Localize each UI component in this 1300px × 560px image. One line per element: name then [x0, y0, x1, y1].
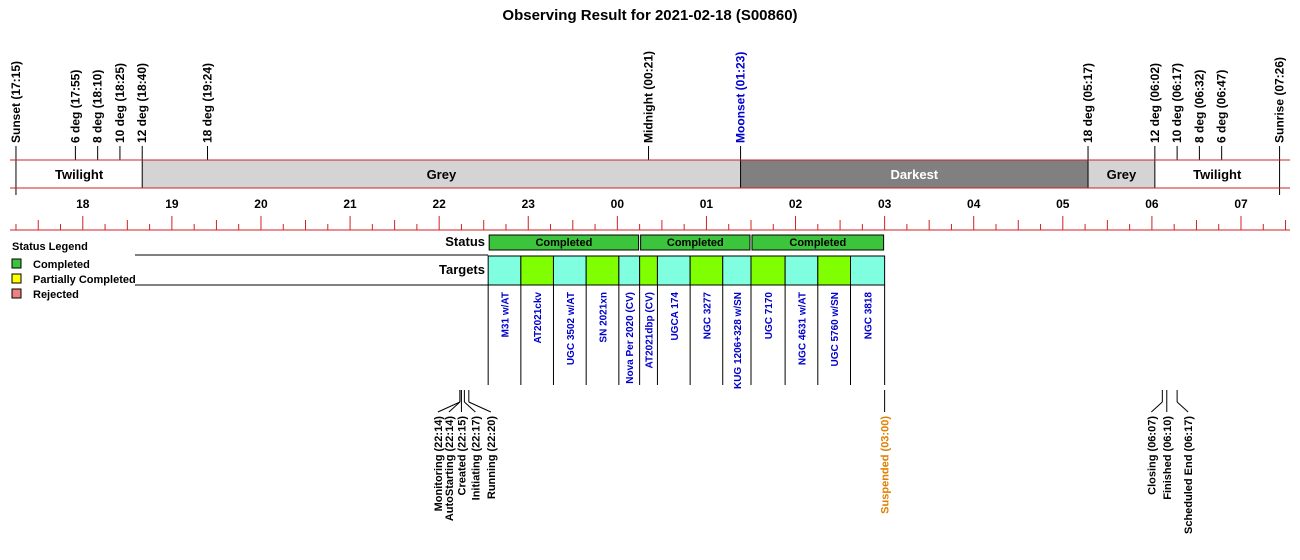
target-name-label: Nova Per 2020 (CV)	[625, 292, 637, 384]
top-event-label: 10 deg (18:25)	[112, 62, 127, 143]
axis-hour-label: 01	[699, 197, 714, 211]
legend-swatch	[12, 274, 21, 283]
legend-swatch	[12, 259, 21, 268]
target-block	[488, 256, 521, 285]
target-block	[751, 256, 785, 285]
top-event-label: 10 deg (06:17)	[1170, 62, 1185, 143]
bottom-event-leader	[449, 402, 460, 412]
axis-hour-label: 02	[788, 197, 803, 211]
target-block	[690, 256, 723, 285]
target-block	[553, 256, 586, 285]
target-block	[723, 256, 751, 285]
target-block	[818, 256, 851, 285]
status-legend	[12, 241, 136, 301]
bottom-event-label: Running (22:20)	[485, 415, 498, 500]
top-event-label: 6 deg (17:55)	[68, 69, 83, 143]
target-name-label: M31 w/AT	[500, 292, 512, 338]
top-event-label: 8 deg (06:32)	[1192, 69, 1207, 143]
hour-axis	[10, 197, 1290, 230]
bottom-event-label: Initiating (22:17)	[470, 416, 483, 501]
target-name-label: NGC 3818	[863, 292, 875, 340]
target-block	[785, 256, 818, 285]
sky-condition-bands	[10, 160, 1290, 195]
bottom-event-leader	[464, 402, 475, 412]
status-row-label: Status	[445, 234, 485, 249]
target-name-label: SN 2021xn	[598, 292, 610, 343]
target-name-label: UGCA 174	[669, 292, 681, 341]
legend-item-label: Completed	[33, 259, 90, 271]
top-event-label: 12 deg (18:40)	[135, 62, 150, 143]
sky-band-label: Darkest	[890, 167, 939, 182]
bottom-event-label: Scheduled End (06:17)	[1183, 416, 1196, 534]
status-block-label: Completed	[666, 237, 724, 249]
axis-hour-label: 05	[1056, 197, 1070, 211]
axis-hour-label: 21	[343, 197, 357, 211]
top-event-label: Moonset (01:23)	[733, 51, 748, 143]
bottom-event-label: AutoStarting (22:14)	[443, 415, 456, 522]
axis-hour-label: 20	[254, 197, 268, 211]
target-name-label: AT2021ckv	[533, 292, 545, 344]
bottom-event-leader	[1177, 402, 1188, 412]
bottom-event-leader	[438, 402, 460, 412]
target-block	[521, 256, 554, 285]
sky-band-label: Grey	[426, 167, 457, 182]
status-block-label: Completed	[789, 237, 847, 249]
sky-band-label: Twilight	[55, 167, 104, 182]
top-event-label: Midnight (00:21)	[641, 51, 656, 143]
target-name-label: UGC 3502 w/AT	[565, 292, 577, 366]
bottom-event-leader	[469, 402, 491, 412]
legend-swatch	[12, 289, 21, 298]
target-block	[851, 256, 885, 285]
sky-band-label: Grey	[1106, 167, 1137, 182]
bottom-event-markers	[433, 390, 1195, 534]
bottom-event-label: Created (22:15)	[456, 416, 469, 496]
status-block-label: Completed	[535, 237, 593, 249]
bottom-event-label: Suspended (03:00)	[879, 416, 892, 514]
target-block	[586, 256, 619, 285]
target-name-label: NGC 3277	[702, 292, 714, 340]
axis-hour-label: 19	[165, 197, 179, 211]
target-block	[657, 256, 690, 285]
sky-band-label: Twilight	[1193, 167, 1242, 182]
top-event-label: 18 deg (05:17)	[1081, 62, 1096, 143]
axis-hour-label: 06	[1145, 197, 1159, 211]
axis-hour-label: 18	[76, 197, 90, 211]
target-blocks	[488, 256, 884, 389]
axis-hour-label: 23	[521, 197, 535, 211]
target-name-label: UGC 5760 w/SN	[830, 292, 842, 367]
legend-title: Status Legend	[12, 241, 88, 253]
axis-hour-label: 22	[432, 197, 446, 211]
top-event-label: Sunset (17:15)	[8, 60, 23, 143]
chart-title: Observing Result for 2021-02-18 (S00860)	[502, 7, 798, 24]
target-name-label: AT2021dbp (CV)	[644, 292, 656, 369]
bottom-event-label: Closing (06:07)	[1146, 416, 1159, 495]
bottom-event-leader	[1151, 402, 1162, 412]
top-event-label: Sunrise (07:26)	[1272, 56, 1287, 143]
legend-item-label: Rejected	[33, 289, 79, 301]
target-name-label: NGC 4631 w/AT	[797, 292, 809, 366]
top-event-label: 12 deg (06:02)	[1147, 62, 1162, 143]
target-name-label: KUG 1206+328 w/SN	[732, 292, 744, 389]
target-name-label: UGC 7170	[764, 292, 776, 340]
legend-item-label: Partially Completed	[33, 274, 136, 286]
bottom-event-label: Finished (06:10)	[1161, 416, 1174, 500]
axis-hour-label: 03	[877, 197, 892, 211]
bottom-event-label: Monitoring (22:14)	[432, 415, 445, 512]
target-block	[640, 256, 658, 285]
axis-hour-label: 00	[610, 197, 625, 211]
top-event-label: 6 deg (06:47)	[1214, 69, 1229, 143]
target-block	[619, 256, 640, 285]
top-event-label: 8 deg (18:10)	[90, 69, 105, 143]
top-event-label: 18 deg (19:24)	[200, 62, 215, 143]
axis-hour-label: 04	[967, 197, 981, 211]
top-event-markers	[9, 51, 1287, 160]
axis-hour-label: 07	[1234, 197, 1248, 211]
targets-row-label: Targets	[439, 262, 485, 277]
